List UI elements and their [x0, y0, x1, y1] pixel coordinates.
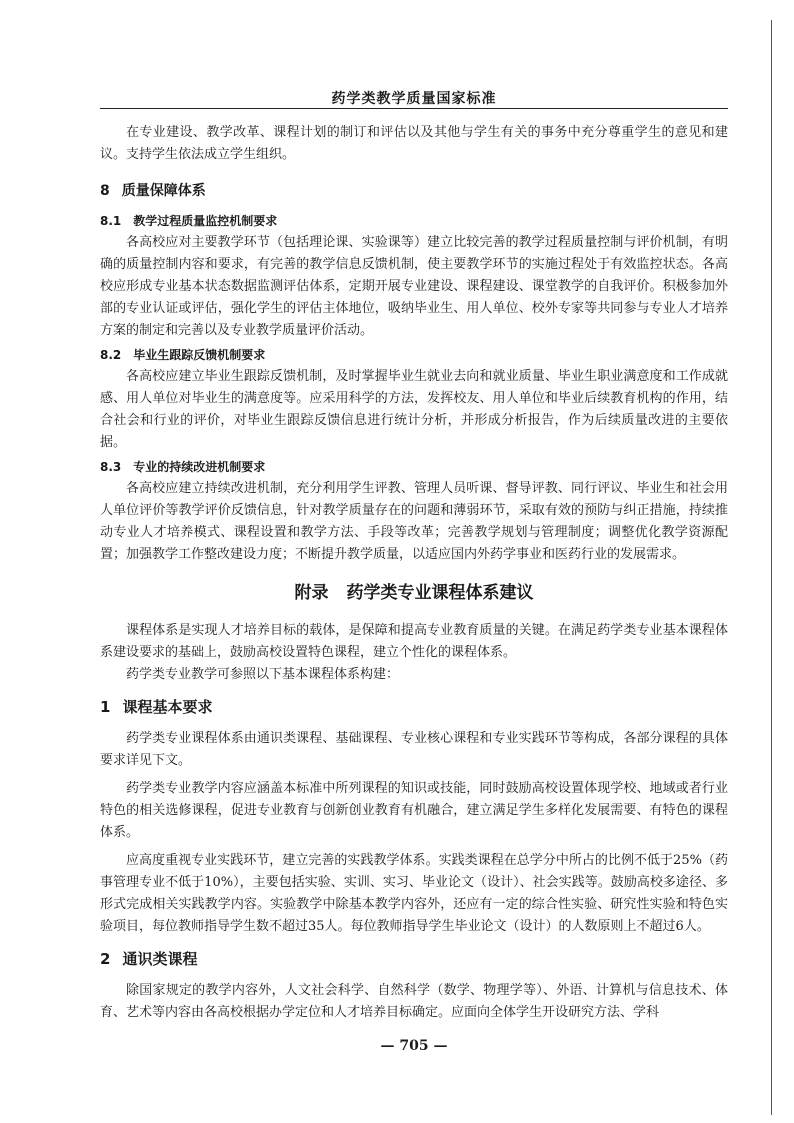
running-header: 药学类教学质量国家标准 [331, 91, 497, 107]
subsection-8-3-heading [100, 456, 728, 478]
section-title: 课程基本要求 [122, 698, 213, 716]
appendix-section-1-heading [100, 696, 728, 718]
section-number: 1 [100, 698, 111, 716]
subsection-8-2-text: 各高校应建立毕业生跟踪反馈机制，及时掌握毕业生就业去向和就业质量、毕业生职业满意度和工作成就感、用人单位对毕业生的满意度等。应采用科学的方法，发挥校友、用人单位和毕业后续教育机构的作用，结合社会和行业的评价，对毕业生跟踪反馈信息进行统计分析，并形成分析报告，作为后续质量改进的主要依据。 [100, 369, 728, 450]
appendix-section-1-para-2: 药学类专业教学内容应涵盖本标准中所列课程的知识或技能，同时鼓励高校设置体现学校、地域或者行业特色的相关选修课程，促进专业教育与创新创业教育有机融合，建立满足学生多样化发展需要、有特色的课程体系。 [100, 781, 728, 840]
subsection-8-3-text: 各高校应建立持续改进机制，充分利用学生评教、管理人员听课、督导评教、同行评议、毕业生和社会用人单位评价等教学评价反馈信息，针对教学质量存在的问题和薄弱环节，采取有效的预防与纠正措施，持续推动专业人才培养模式、课程设置和教学方法、手段等改革；完善教学规划与管理制度；调整优化教学资源配置；加强教学工作整改建设力度；不断提升教学质量，以适应国内外药学事业和医药行业的发展需求。 [100, 481, 728, 562]
section-number: 8 [100, 183, 110, 199]
subsection-number: 8.3 [100, 460, 122, 474]
intro-paragraph: 在专业建设、教学改革、课程计划的制订和评估以及其他与学生有关的事务中充分尊重学生的意见和建议。支持学生依法成立学生组织。 [100, 125, 728, 162]
section-8-heading [100, 180, 728, 202]
appendix-paragraph-1: 课程体系是实现人才培养目标的载体，是保障和提高专业教育质量的关键。在满足药学类专业基本课程体系建设要求的基础上，鼓励高校设置特色课程，建立个性化的课程体系。 [100, 623, 728, 660]
appendix-paragraph-2: 药学类专业教学可参照以下基本课程体系构建： [126, 667, 400, 682]
header-rule [100, 108, 728, 109]
subsection-title: 专业的持续改进机制要求 [133, 460, 266, 474]
subsection-8-1-text: 各高校应对主要教学环节（包括理论课、实验课等）建立比较完善的教学过程质量控制与评价机制，有明确的质量控制内容和要求，有完善的教学信息反馈机制，使主要教学环节的实施过程处于有效监控状态。各高校应形成专业基本状态数据监测评估体系，定期开展专业建设、课程建设、课堂教学的自我评价。积极参加外部的专业认证或评估，强化学生的评估主体地位，吸纳毕业生、用人单位、校外专家等共同参与专业人才培养方案的制定和完善以及专业教学质量评价活动。 [100, 235, 728, 338]
appendix-heading [100, 582, 728, 604]
subsection-number: 8.2 [100, 348, 122, 362]
subsection-title: 毕业生跟踪反馈机制要求 [133, 348, 266, 362]
subsection-title: 教学过程质量监控机制要求 [133, 214, 278, 228]
section-number: 2 [100, 950, 111, 968]
subsection-8-2-heading [100, 344, 728, 366]
section-title: 质量保障体系 [121, 183, 206, 199]
section-title: 通识类课程 [122, 950, 198, 968]
appendix-label: 附录 [294, 583, 329, 603]
subsection-8-1-heading [100, 210, 728, 232]
appendix-section-2-para-1: 除国家规定的教学内容外，人文社会科学、自然科学（数学、物理学等）、外语、计算机与信息技术、体育、艺术等内容由各高校根据办学定位和人才培养目标确定。应面向全体学生开设研究方法、学科 [100, 983, 728, 1020]
page-number: — 705 — [380, 1038, 448, 1054]
appendix-section-2-heading [100, 948, 728, 970]
page-body [100, 122, 728, 1024]
page-edge-line [771, 20, 772, 1115]
appendix-section-1-para-3: 应高度重视专业实践环节，建立完善的实践教学体系。实践类课程在总学分中所占的比例不低于25%（药事管理专业不低于10%），主要包括实验、实训、实习、毕业论文（设计）、社会实践等。鼓励高校多途径、多形式完成相关实践教学内容。实验教学中除基本教学内容外，还应有一定的综合性实验、研究性实验和特色实验项目，每位教师指导学生数不超过35人。每位教师指导学生毕业论文（设计）的人数原则上不超过6人。 [100, 853, 728, 934]
appendix-title: 药学类专业课程体系建议 [346, 583, 534, 603]
appendix-section-1-para-1: 药学类专业课程体系由通识类课程、基础课程、专业核心课程和专业实践环节等构成，各部分课程的具体要求详见下文。 [100, 731, 728, 768]
subsection-number: 8.1 [100, 214, 122, 228]
